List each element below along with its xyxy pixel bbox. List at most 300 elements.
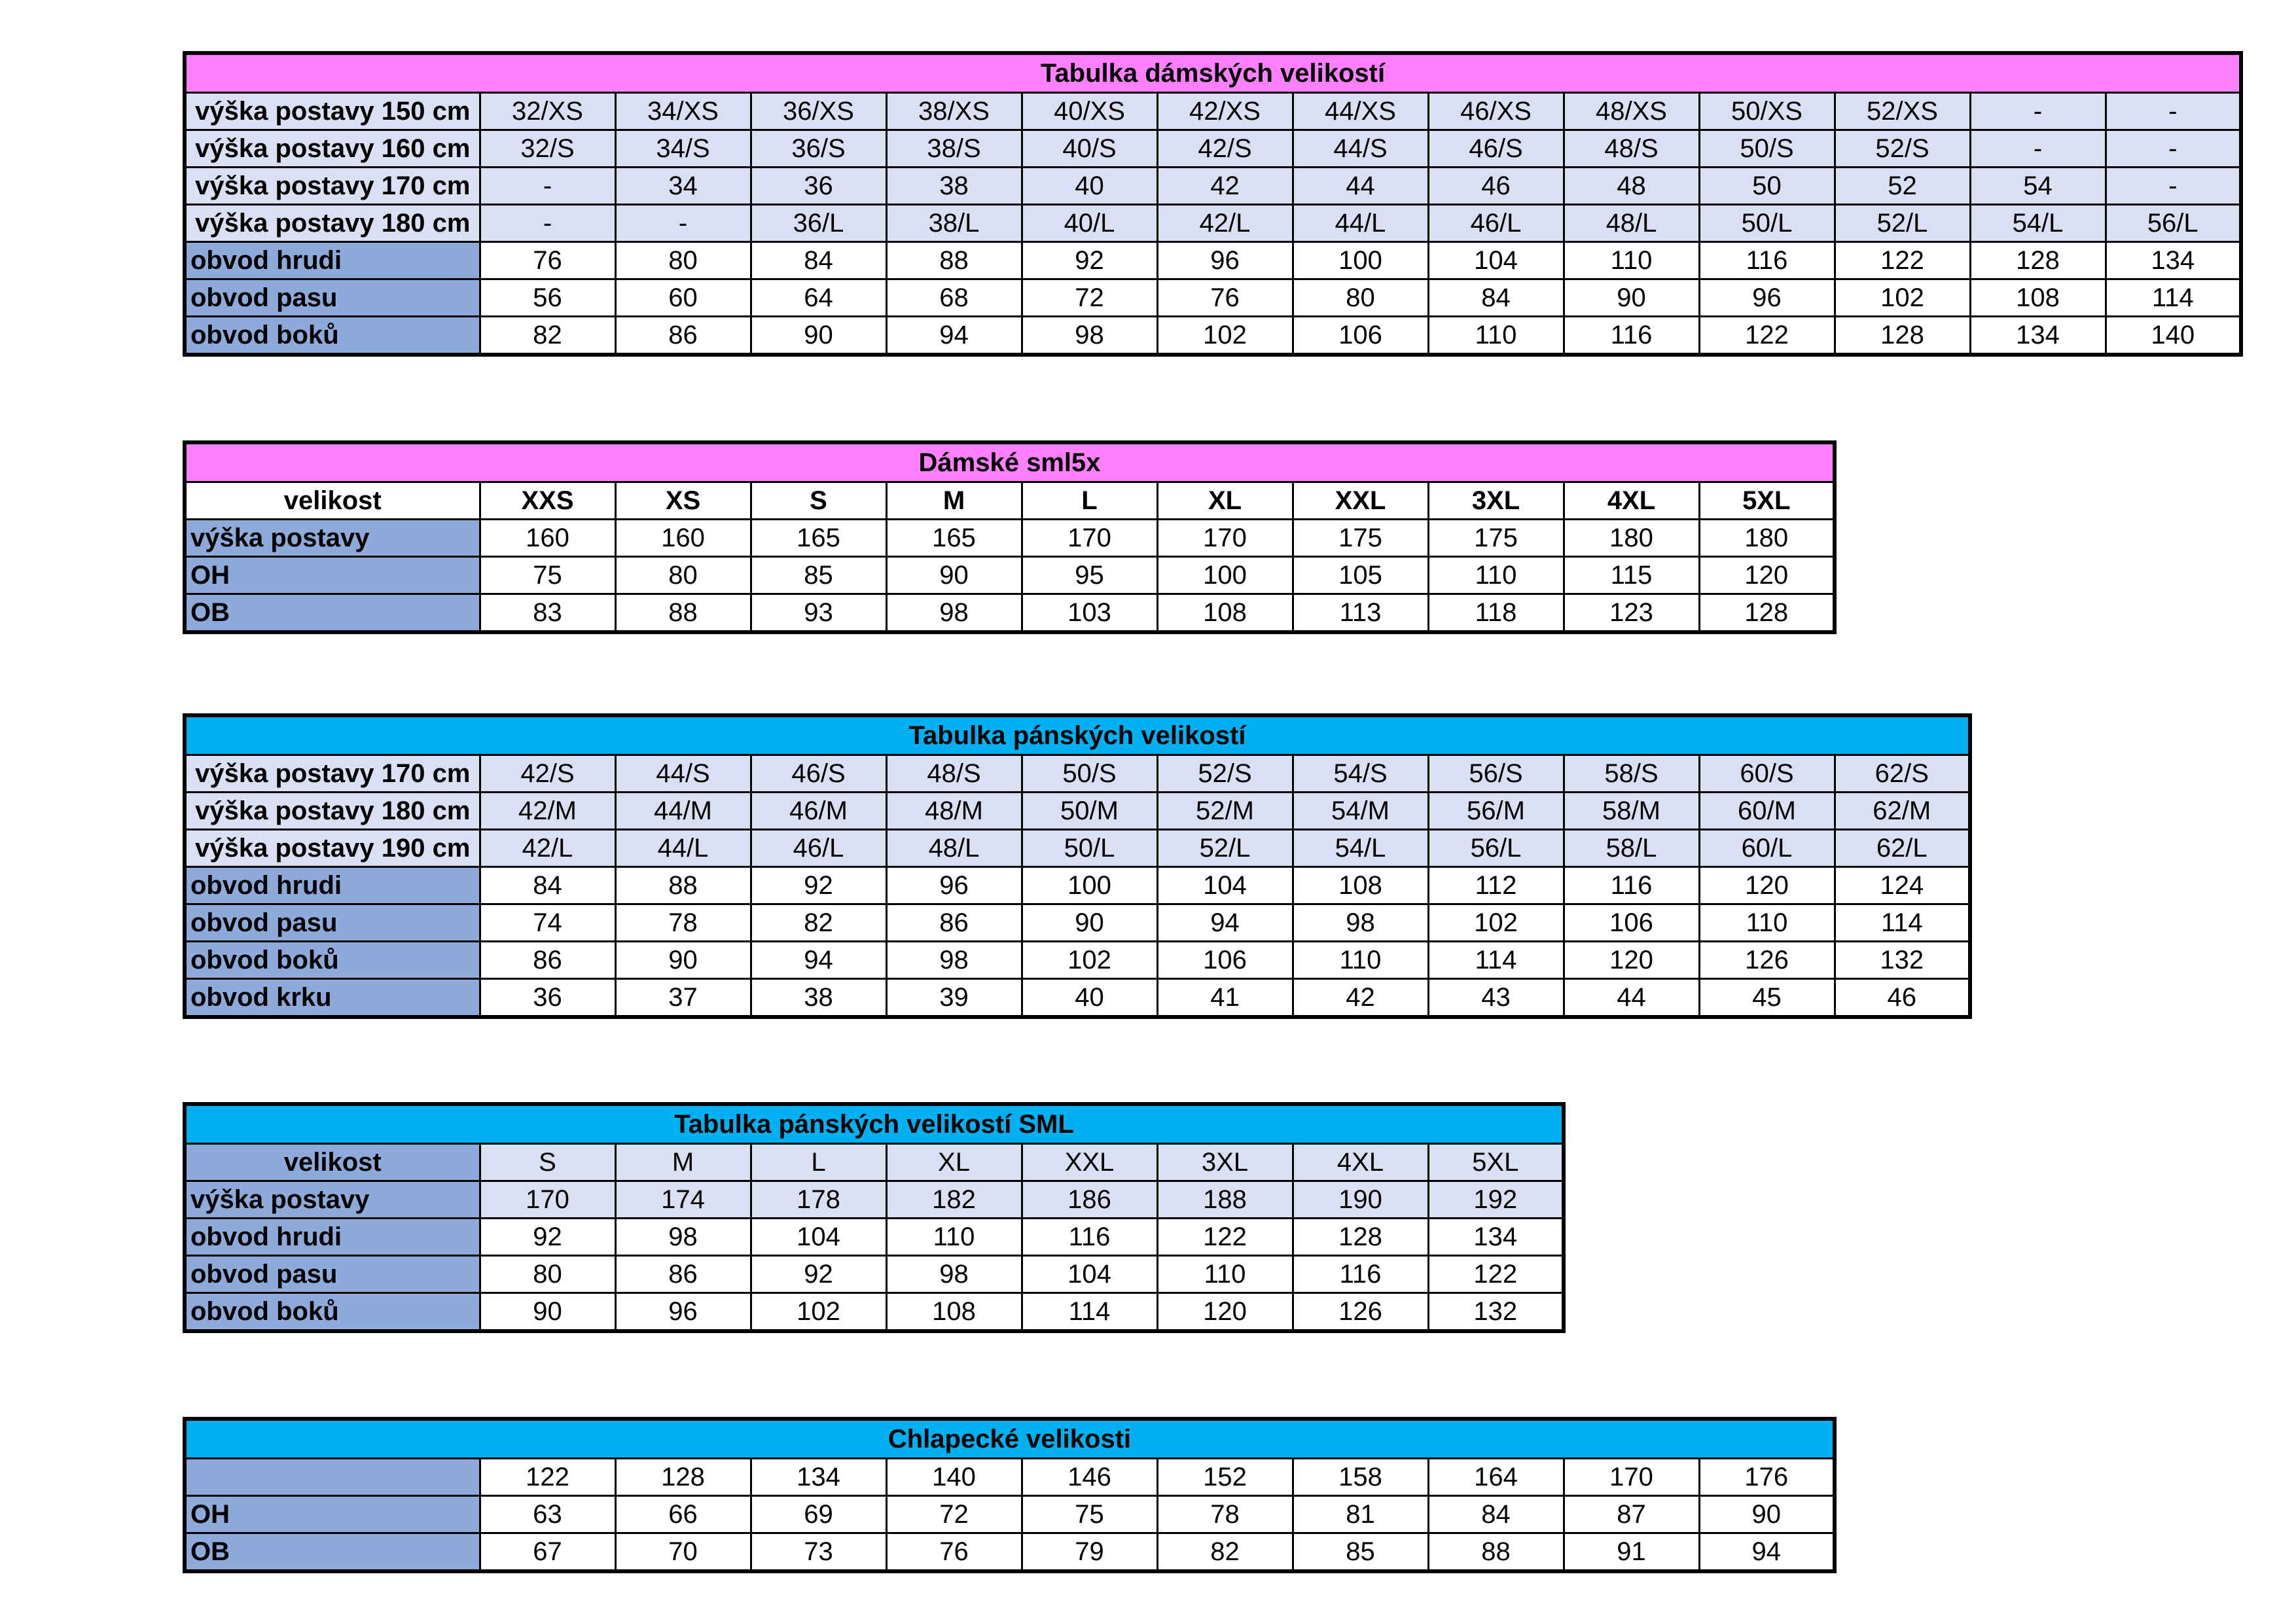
table-cell: 134 (1970, 317, 2106, 355)
table-cell: S (480, 1144, 615, 1181)
row-label: výška postavy 180 cm (185, 205, 480, 242)
table-cell: 94 (1157, 904, 1293, 942)
table-cell: 116 (1564, 317, 1699, 355)
table-cell: 108 (1293, 867, 1428, 904)
table-cell: 40 (1022, 168, 1157, 205)
table-cell: 85 (1293, 1533, 1428, 1572)
table-cell: 54/L (1293, 830, 1428, 867)
table-cell: 92 (751, 1256, 886, 1293)
table-cell: S (751, 482, 886, 520)
table-cell: 42/M (480, 793, 615, 830)
table-cell: 188 (1157, 1181, 1293, 1219)
table-row (185, 1219, 1564, 1256)
table-cell: 134 (1428, 1219, 1564, 1256)
table-cell: - (1970, 93, 2106, 130)
table-cell: 178 (751, 1181, 886, 1219)
table-cell: 44/M (615, 793, 751, 830)
table-cell: 106 (1564, 904, 1699, 942)
table-cell: 98 (1022, 317, 1157, 355)
table-row (185, 793, 1970, 830)
table-cell: 56 (480, 279, 615, 317)
table-title: Dámské sml5x (185, 442, 1835, 482)
table-cell: 34/S (615, 130, 751, 168)
table-cell: 90 (886, 557, 1022, 594)
table-row (185, 1293, 1564, 1332)
table-cell: 46/S (751, 755, 886, 793)
table-cell: 116 (1022, 1219, 1157, 1256)
table-cell: 78 (1157, 1496, 1293, 1533)
table-row (185, 867, 1970, 904)
womens-sml5x-table (183, 440, 1837, 634)
table-cell: 32/XS (480, 93, 615, 130)
table-cell: 113 (1293, 594, 1428, 633)
row-label: obvod pasu (185, 279, 480, 317)
row-label: obvod boků (185, 1293, 480, 1332)
table-cell: 82 (751, 904, 886, 942)
table-cell: 50/S (1699, 130, 1835, 168)
row-label: výška postavy 180 cm (185, 793, 480, 830)
table-cell: 54/S (1293, 755, 1428, 793)
table-row (185, 1144, 1564, 1181)
table-cell: 122 (1157, 1219, 1293, 1256)
table-cell: 98 (615, 1219, 751, 1256)
mens-sml-table (183, 1102, 1566, 1333)
table-cell: 176 (1699, 1459, 1835, 1496)
table-title: Tabulka pánských velikostí SML (185, 1104, 1564, 1144)
table-cell: 62/L (1835, 830, 1970, 867)
table-cell: 170 (480, 1181, 615, 1219)
table-cell: 44 (1293, 168, 1428, 205)
table-cell: 48/L (886, 830, 1022, 867)
table-cell: 116 (1564, 867, 1699, 904)
table-cell: 48/XS (1564, 93, 1699, 130)
table-cell: M (886, 482, 1022, 520)
table-cell: 90 (1022, 904, 1157, 942)
table-cell: 58/M (1564, 793, 1699, 830)
table-cell: 96 (886, 867, 1022, 904)
table-cell: 56/L (1428, 830, 1564, 867)
table-cell: 46/L (751, 830, 886, 867)
table-cell: 44/S (615, 755, 751, 793)
table-cell: 104 (1157, 867, 1293, 904)
row-label: obvod krku (185, 979, 480, 1018)
table-cell: 190 (1293, 1181, 1428, 1219)
table-cell: XS (615, 482, 751, 520)
table-cell: 90 (1564, 279, 1699, 317)
row-label: velikost (185, 482, 480, 520)
table-cell: 32/S (480, 130, 615, 168)
table-cell: 120 (1699, 557, 1835, 594)
table-cell: 36 (480, 979, 615, 1018)
table-cell: - (2106, 130, 2241, 168)
table-cell: 72 (886, 1496, 1022, 1533)
table-cell: 58/L (1564, 830, 1699, 867)
table-row (185, 93, 2241, 130)
table-cell: 62/M (1835, 793, 1970, 830)
table-cell: 88 (886, 242, 1022, 279)
boys-size-table (183, 1417, 1837, 1573)
table-cell: XL (886, 1144, 1022, 1181)
table-cell: 114 (2106, 279, 2241, 317)
table-cell: 102 (1157, 317, 1293, 355)
table-cell: 86 (886, 904, 1022, 942)
table-cell: 102 (751, 1293, 886, 1332)
table-cell: 90 (480, 1293, 615, 1332)
table-cell: 94 (751, 942, 886, 979)
table-cell: 180 (1699, 520, 1835, 557)
table-cell: 50/L (1699, 205, 1835, 242)
table-cell: 134 (2106, 242, 2241, 279)
table-cell: 40/S (1022, 130, 1157, 168)
table-cell: 128 (615, 1459, 751, 1496)
table-cell: 186 (1022, 1181, 1157, 1219)
table-cell: 128 (1699, 594, 1835, 633)
table-cell: 104 (751, 1219, 886, 1256)
table-cell: 140 (886, 1459, 1022, 1496)
table-row (185, 1496, 1835, 1533)
table-cell: 114 (1022, 1293, 1157, 1332)
table-cell: 110 (1428, 557, 1564, 594)
table-cell: 90 (751, 317, 886, 355)
table-cell: 38 (751, 979, 886, 1018)
table-cell: 126 (1699, 942, 1835, 979)
table-cell: 110 (1293, 942, 1428, 979)
table-cell: 116 (1699, 242, 1835, 279)
mens-size-table (183, 713, 1972, 1019)
table-cell: 48/L (1564, 205, 1699, 242)
table-cell: 105 (1293, 557, 1428, 594)
table-title-row (185, 53, 2241, 93)
table-cell: 192 (1428, 1181, 1564, 1219)
table-cell: 34/XS (615, 93, 751, 130)
table-cell: 86 (480, 942, 615, 979)
table-cell: 5XL (1699, 482, 1835, 520)
table-row (185, 168, 2241, 205)
table-row (185, 279, 2241, 317)
table-cell: 102 (1022, 942, 1157, 979)
table-cell: 60 (615, 279, 751, 317)
table-cell: 110 (1157, 1256, 1293, 1293)
table-cell: 45 (1699, 979, 1835, 1018)
table-cell: 92 (480, 1219, 615, 1256)
table-cell: 36/XS (751, 93, 886, 130)
table-cell: 46/L (1428, 205, 1564, 242)
table-cell: 110 (1564, 242, 1699, 279)
table-cell: 39 (886, 979, 1022, 1018)
table-cell: 128 (1293, 1219, 1428, 1256)
table-cell: 52/L (1835, 205, 1970, 242)
table-cell: 64 (751, 279, 886, 317)
table-cell: 82 (480, 317, 615, 355)
table-cell: XL (1157, 482, 1293, 520)
table-row (185, 130, 2241, 168)
row-label: velikost (185, 1144, 480, 1181)
womens-size-table (183, 51, 2243, 357)
table-cell: - (2106, 168, 2241, 205)
table-row (185, 942, 1970, 979)
table-cell: XXL (1022, 1144, 1157, 1181)
table-cell: 84 (1428, 1496, 1564, 1533)
table-cell: 38 (886, 168, 1022, 205)
table-cell: 103 (1022, 594, 1157, 633)
table-cell: 140 (2106, 317, 2241, 355)
table-cell: 102 (1835, 279, 1970, 317)
table-title: Chlapecké velikosti (185, 1419, 1835, 1459)
table-cell: 108 (886, 1293, 1022, 1332)
table-cell: L (1022, 482, 1157, 520)
table-row (185, 904, 1970, 942)
table-cell: 108 (1157, 594, 1293, 633)
table-cell: 98 (886, 942, 1022, 979)
table-cell: 42/L (1157, 205, 1293, 242)
table-cell: 42 (1157, 168, 1293, 205)
table-cell: 123 (1564, 594, 1699, 633)
table-cell: 50/XS (1699, 93, 1835, 130)
row-label: výška postavy 170 cm (185, 168, 480, 205)
table-cell: 83 (480, 594, 615, 633)
table-row (185, 242, 2241, 279)
table-cell: 126 (1293, 1293, 1428, 1332)
table-cell: 85 (751, 557, 886, 594)
table-cell: 116 (1293, 1256, 1428, 1293)
table-cell: 66 (615, 1496, 751, 1533)
table-cell: 48/S (1564, 130, 1699, 168)
row-label: výška postavy (185, 520, 480, 557)
table-title: Tabulka dámských velikostí (185, 53, 2241, 93)
table-cell: 34 (615, 168, 751, 205)
table-cell: 122 (1428, 1256, 1564, 1293)
table-cell: 146 (1022, 1459, 1157, 1496)
table-cell: 50/L (1022, 830, 1157, 867)
table-cell: 160 (480, 520, 615, 557)
table-row (185, 557, 1835, 594)
row-label: výška postavy 190 cm (185, 830, 480, 867)
table-cell: 40/XS (1022, 93, 1157, 130)
table-cell: 46 (1835, 979, 1970, 1018)
table-cell: 38/L (886, 205, 1022, 242)
table-cell: 48/M (886, 793, 1022, 830)
table-cell: 95 (1022, 557, 1157, 594)
table-row (185, 979, 1970, 1018)
table-row (185, 482, 1835, 520)
table-cell: 118 (1428, 594, 1564, 633)
table-cell: 52/L (1157, 830, 1293, 867)
table-cell: 160 (615, 520, 751, 557)
table-cell: 56/L (2106, 205, 2241, 242)
table-cell: 4XL (1564, 482, 1699, 520)
table-cell: 44/S (1293, 130, 1428, 168)
table-cell: 122 (1699, 317, 1835, 355)
table-cell: 3XL (1428, 482, 1564, 520)
table-cell: 132 (1835, 942, 1970, 979)
table-cell: 100 (1022, 867, 1157, 904)
row-label: obvod pasu (185, 1256, 480, 1293)
row-label: výška postavy 150 cm (185, 93, 480, 130)
table-cell: 92 (1022, 242, 1157, 279)
table-cell: 80 (615, 242, 751, 279)
row-label: obvod boků (185, 942, 480, 979)
row-label (185, 1459, 480, 1496)
table-cell: 124 (1835, 867, 1970, 904)
table-cell: 90 (1699, 1496, 1835, 1533)
table-row (185, 205, 2241, 242)
table-title-row (185, 1419, 1835, 1459)
table-cell: 81 (1293, 1496, 1428, 1533)
table-cell: 54/L (1970, 205, 2106, 242)
table-cell: 104 (1428, 242, 1564, 279)
row-label: obvod hrudi (185, 242, 480, 279)
table-cell: 96 (1157, 242, 1293, 279)
table-title: Tabulka pánských velikostí (185, 715, 1970, 755)
table-cell: 52/XS (1835, 93, 1970, 130)
table-cell: 112 (1428, 867, 1564, 904)
table-cell: XXL (1293, 482, 1428, 520)
table-cell: 94 (886, 317, 1022, 355)
table-cell: 76 (1157, 279, 1293, 317)
table-cell: 4XL (1293, 1144, 1428, 1181)
table-cell: - (615, 205, 751, 242)
table-cell: 75 (480, 557, 615, 594)
table-cell: 60/M (1699, 793, 1835, 830)
table-cell: 50/M (1022, 793, 1157, 830)
table-cell: 76 (886, 1533, 1022, 1572)
table-cell: L (751, 1144, 886, 1181)
table-cell: 43 (1428, 979, 1564, 1018)
table-cell: 86 (615, 317, 751, 355)
table-cell: 72 (1022, 279, 1157, 317)
row-label: výška postavy (185, 1181, 480, 1219)
table-cell: 68 (886, 279, 1022, 317)
table-cell: - (1970, 130, 2106, 168)
table-cell: 182 (886, 1181, 1022, 1219)
table-cell: 44/L (1293, 205, 1428, 242)
table-cell: M (615, 1144, 751, 1181)
table-cell: 88 (615, 594, 751, 633)
table-cell: 62/S (1835, 755, 1970, 793)
table-cell: 84 (751, 242, 886, 279)
table-cell: 110 (1699, 904, 1835, 942)
table-cell: 102 (1428, 904, 1564, 942)
table-cell: 165 (751, 520, 886, 557)
table-cell: 5XL (1428, 1144, 1564, 1181)
table-cell: 180 (1564, 520, 1699, 557)
table-cell: 44/XS (1293, 93, 1428, 130)
table-cell: 40 (1022, 979, 1157, 1018)
table-cell: 46/S (1428, 130, 1564, 168)
table-cell: 79 (1022, 1533, 1157, 1572)
table-cell: 96 (615, 1293, 751, 1332)
table-cell: 108 (1970, 279, 2106, 317)
table-cell: 52/S (1157, 755, 1293, 793)
table-row (185, 1256, 1564, 1293)
table-cell: 74 (480, 904, 615, 942)
table-cell: - (480, 168, 615, 205)
row-label: obvod hrudi (185, 867, 480, 904)
table-row (185, 830, 1970, 867)
table-row (185, 1533, 1835, 1572)
table-cell: 122 (1835, 242, 1970, 279)
table-cell: 63 (480, 1496, 615, 1533)
table-cell: 54 (1970, 168, 2106, 205)
table-cell: 110 (1428, 317, 1564, 355)
table-cell: 106 (1157, 942, 1293, 979)
row-label: obvod hrudi (185, 1219, 480, 1256)
table-cell: 70 (615, 1533, 751, 1572)
table-cell: - (2106, 93, 2241, 130)
table-cell: 82 (1157, 1533, 1293, 1572)
table-cell: 175 (1428, 520, 1564, 557)
table-cell: 106 (1293, 317, 1428, 355)
table-cell: 75 (1022, 1496, 1157, 1533)
table-row (185, 317, 2241, 355)
table-cell: 78 (615, 904, 751, 942)
table-cell: 54/M (1293, 793, 1428, 830)
row-label: obvod boků (185, 317, 480, 355)
table-cell: 42 (1293, 979, 1428, 1018)
table-cell: 122 (480, 1459, 615, 1496)
row-label: OB (185, 1533, 480, 1572)
table-cell: 38/S (886, 130, 1022, 168)
table-cell: 96 (1699, 279, 1835, 317)
table-cell: 152 (1157, 1459, 1293, 1496)
table-cell: 165 (886, 520, 1022, 557)
table-cell: 36 (751, 168, 886, 205)
table-cell: 98 (886, 594, 1022, 633)
table-cell: 50 (1699, 168, 1835, 205)
row-label: obvod pasu (185, 904, 480, 942)
table-cell: 100 (1157, 557, 1293, 594)
row-label: výška postavy 170 cm (185, 755, 480, 793)
table-cell: 80 (480, 1256, 615, 1293)
row-label: OH (185, 1496, 480, 1533)
table-cell: 84 (1428, 279, 1564, 317)
table-cell: 88 (615, 867, 751, 904)
table-cell: 80 (615, 557, 751, 594)
table-cell: 84 (480, 867, 615, 904)
table-row (185, 1181, 1564, 1219)
table-cell: 56/M (1428, 793, 1564, 830)
table-cell: 42/S (1157, 130, 1293, 168)
table-cell: 115 (1564, 557, 1699, 594)
table-cell: 58/S (1564, 755, 1699, 793)
table-cell: 46 (1428, 168, 1564, 205)
table-cell: 120 (1699, 867, 1835, 904)
table-row (185, 1459, 1835, 1496)
table-cell: 42/S (480, 755, 615, 793)
table-cell: 120 (1157, 1293, 1293, 1332)
table-cell: 52/S (1835, 130, 1970, 168)
table-cell: 60/S (1699, 755, 1835, 793)
table-cell: 104 (1022, 1256, 1157, 1293)
table-cell: 52 (1835, 168, 1970, 205)
table-cell: 80 (1293, 279, 1428, 317)
table-cell: 50/S (1022, 755, 1157, 793)
table-cell: - (480, 205, 615, 242)
table-cell: 48 (1564, 168, 1699, 205)
table-cell: 38/XS (886, 93, 1022, 130)
table-cell: 170 (1157, 520, 1293, 557)
table-cell: 37 (615, 979, 751, 1018)
table-cell: 76 (480, 242, 615, 279)
table-cell: 134 (751, 1459, 886, 1496)
table-cell: 67 (480, 1533, 615, 1572)
table-cell: 40/L (1022, 205, 1157, 242)
table-cell: 46/XS (1428, 93, 1564, 130)
table-cell: 164 (1428, 1459, 1564, 1496)
table-cell: 174 (615, 1181, 751, 1219)
table-cell: 36/S (751, 130, 886, 168)
row-label: OB (185, 594, 480, 633)
